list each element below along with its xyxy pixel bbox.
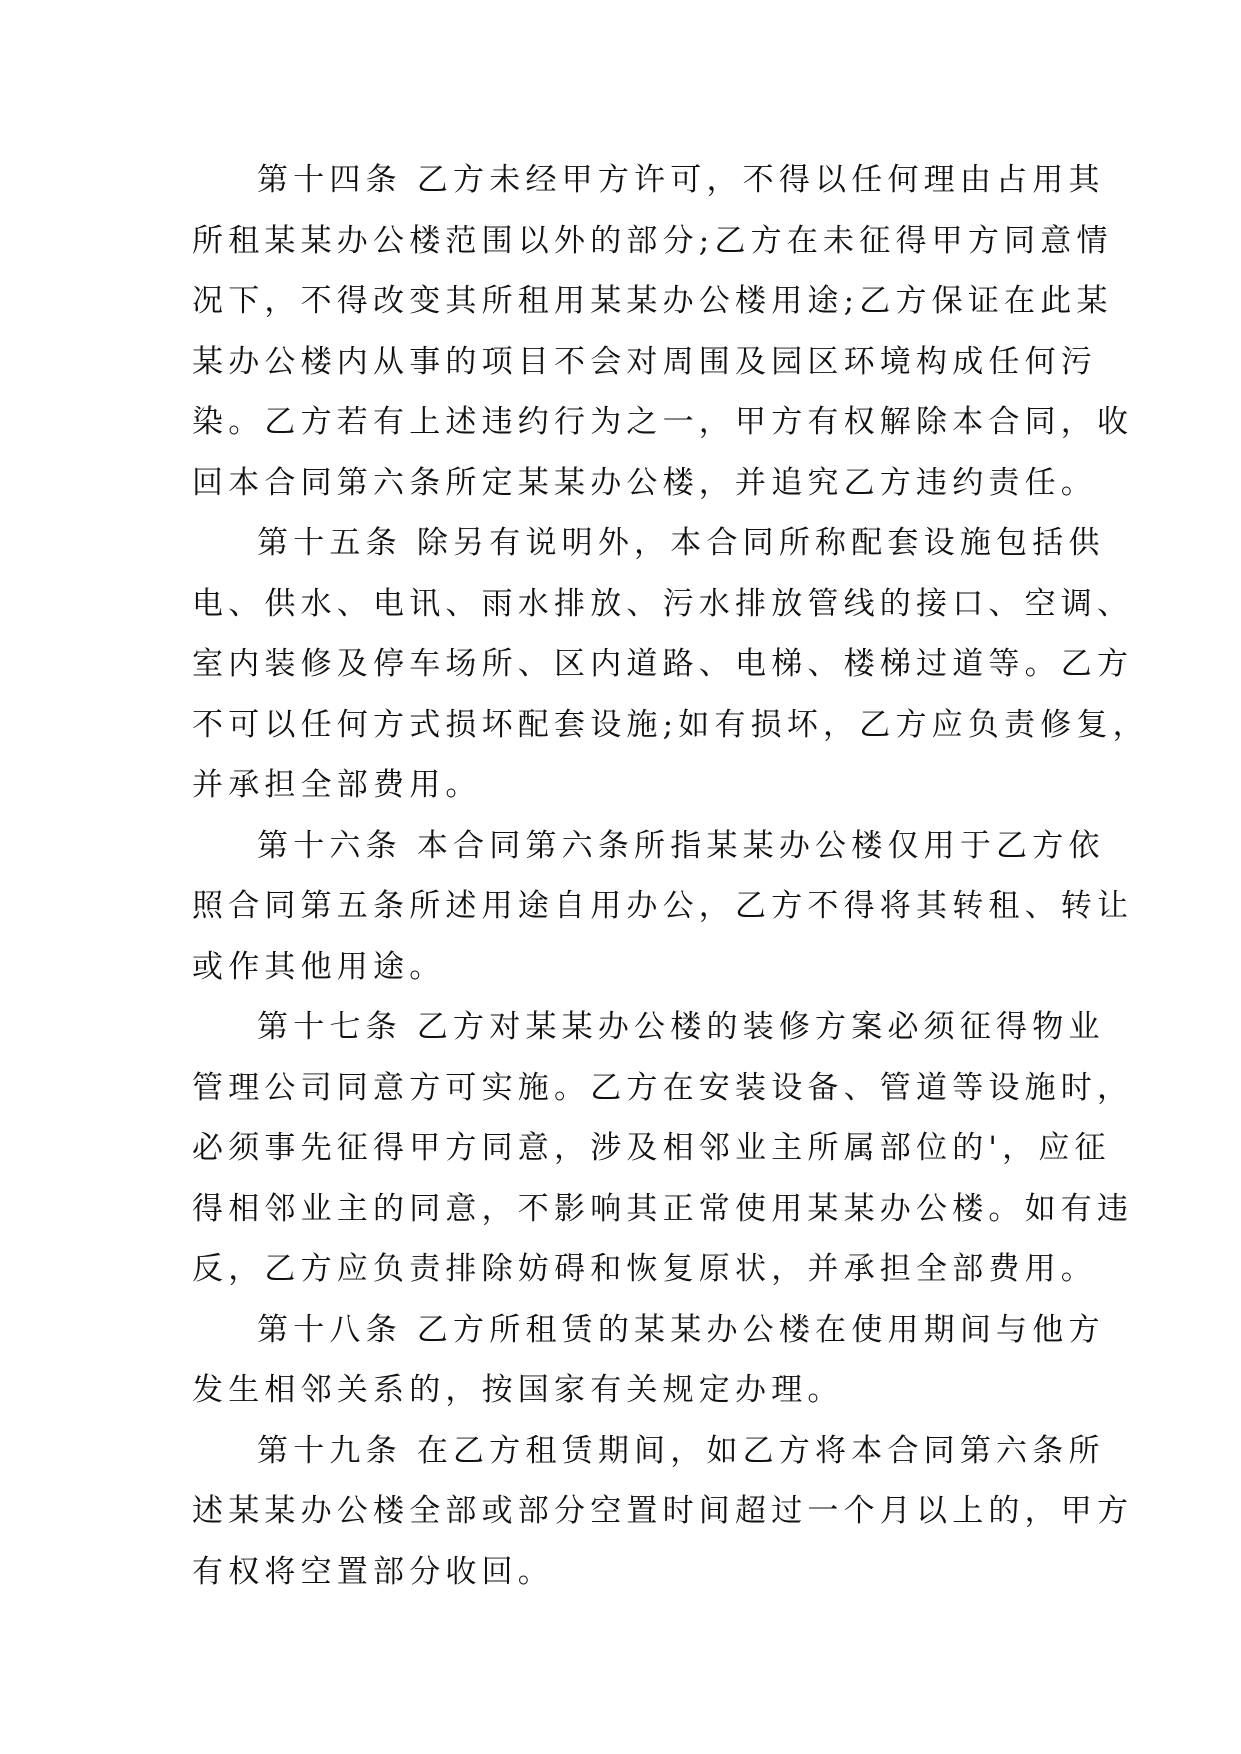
text-line: 第十四条 乙方未经甲方许可，不得以任何理由占用其	[257, 162, 1105, 198]
text-line: 不可以任何方式损坏配套设施;如有损坏，乙方应负责修复，	[192, 706, 1149, 743]
text-line: 况下，不得改变其所租用某某办公楼用途;乙方保证在此某	[192, 283, 1113, 319]
text-line: 室内装修及停车场所、区内道路、电梯、楼梯过道等。乙方	[192, 646, 1134, 682]
text-line: 发生相邻关系的，按国家有关规定办理。	[192, 1372, 844, 1408]
text-line: 管理公司同意方可实施。乙方在安装设备、管道等设施时，	[192, 1069, 1134, 1106]
text-line: 照合同第五条所述用途自用办公，乙方不得将其转租、转让	[192, 888, 1134, 924]
text-line: 第十八条 乙方所租赁的某某办公楼在使用期间与他方	[257, 1311, 1105, 1348]
text-line: 第十五条 除另有说明外，本合同所称配套设施包括供	[257, 525, 1105, 561]
text-line: 回本合同第六条所定某某办公楼，并追究乙方违约责任。	[192, 464, 1097, 501]
text-line: 第十七条 乙方对某某办公楼的装修方案必须征得物业	[257, 1009, 1105, 1045]
document-body	[192, 150, 1149, 1602]
text-line: 得相邻业主的同意，不影响其正常使用某某办公楼。如有违	[192, 1190, 1134, 1227]
text-line: 必须事先征得甲方同意，涉及相邻业主所属部位的'，应征	[192, 1130, 1111, 1166]
paragraph-article-16	[192, 816, 1134, 998]
paragraph-article-15	[192, 513, 1149, 816]
text-line: 第十九条 在乙方租赁期间，如乙方将本合同第六条所	[257, 1432, 1105, 1469]
text-line: 或作其他用途。	[192, 948, 446, 985]
paragraph-article-14	[192, 150, 1134, 513]
paragraph-article-18	[192, 1300, 1105, 1421]
text-line: 电、供水、电讯、雨水排放、污水排放管线的接口、空调、	[192, 585, 1134, 622]
text-line: 反，乙方应负责排除妨碍和恢复原状，并承担全部费用。	[192, 1251, 1097, 1287]
text-line: 所租某某办公楼范围以外的部分;乙方在未征得甲方同意情	[192, 222, 1113, 259]
text-line: 并承担全部费用。	[192, 767, 482, 803]
paragraph-article-19	[192, 1421, 1134, 1603]
text-line: 有权将空置部分收回。	[192, 1553, 554, 1590]
text-line: 染。乙方若有上述违约行为之一，甲方有权解除本合同，收	[192, 404, 1134, 440]
paragraph-article-17	[192, 997, 1134, 1300]
text-line: 述某某办公楼全部或部分空置时间超过一个月以上的，甲方	[192, 1493, 1134, 1529]
text-line: 第十六条 本合同第六条所指某某办公楼仅用于乙方依	[257, 827, 1105, 864]
text-line: 某办公楼内从事的项目不会对周围及园区环境构成任何污	[192, 343, 1097, 380]
